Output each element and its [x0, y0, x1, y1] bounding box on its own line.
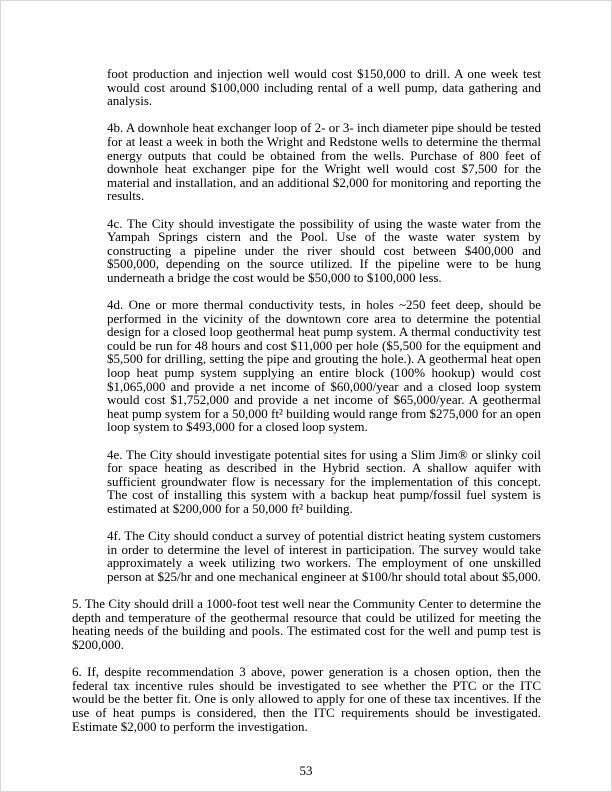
paragraph-item-6: 6. If, despite recommendation 3 above, power generation is a chosen option, then the federal tax incentive rules should be investigated to see whether the PTC or the ITC would be the better fit. One is only allowed to apply for one of these tax incentives. If the use of heat pumps is considered, then the ITC requirements should be investigated. Estimate $2,000 to perform the investigation. [72, 664, 541, 734]
paragraph-item-4c: 4c. The City should investigate the possibility of using the waste water from the Yampah Springs cistern and the Pool. Use of the waste water system by constructing a pipeline under the river should cost between $400,000 and $500,000, depending on the source utilized. If the pipeline were to be hung underneath a bridge the cost would be $50,000 to $100,000 less. [107, 215, 541, 285]
paragraph-item-4d: 4d. One or more thermal conductivity tests, in holes ~250 feet deep, should be performed in the vicinity of the downtown core area to determine the potential design for a closed loop geothermal heat pump system. A thermal conductivity test could be run for 48 hours and cost $11,000 per hole ($5,500 for the equipment and $5,500 for drilling, setting the pipe and grouting the hole.). A geothermal heat open loop heat pump system supplying an entire block (100% hookup) would cost $1,065,000 and provide a net income of $60,000/year and a closed loop system would cost $1,752,000 and provide a net income of $65,000/year. A geothermal heat pump system for a 50,000 ft² building would range from $275,000 for an open loop system to $493,000 for a closed loop system. [107, 297, 541, 435]
paragraph-item-4b: 4b. A downhole heat exchanger loop of 2- or 3- inch diameter pipe should be tested for at least a week in both the Wright and Redstone wells to determine the thermal energy outputs that could be obtained from the wells. Purchase of 800 feet of downhole heat exchanger pipe for the Wright well would cost $7,500 for the material and installation, and an additional $2,000 for monitoring and reporting the results. [107, 120, 541, 204]
paragraph-item-4f: 4f. The City should conduct a survey of potential district heating system customers in order to determine the level of interest in participation. The survey would take approximately a week utilizing two workers. The employment of one unskilled person at $25/hr and one mechanical engineer at $100/hr should total about $5,000. [107, 528, 541, 584]
paragraph-continuation: foot production and injection well would cost $150,000 to drill. A one week test would cost around $100,000 including rental of a well pump, data gathering and analysis. [107, 66, 541, 109]
paragraph-item-5: 5. The City should drill a 1000-foot test well near the Community Center to determine the depth and temperature of the geothermal resource that could be utilized for meeting the heating needs of the building and pools. The estimated cost for the well and pump test is $200,000. [72, 596, 541, 652]
paragraph-item-4e: 4e. The City should investigate potential sites for using a Slim Jim® or slinky coil for space heating as described in the Hybrid section. A shallow aquifer with sufficient groundwater flow is necessary for the implementation of this concept. The cost of installing this system with a backup heat pump/fossil fuel system is estimated at $200,000 for a 50,000 ft² building. [107, 446, 541, 516]
page-number: 53 [299, 763, 313, 778]
text-block [72, 67, 541, 747]
